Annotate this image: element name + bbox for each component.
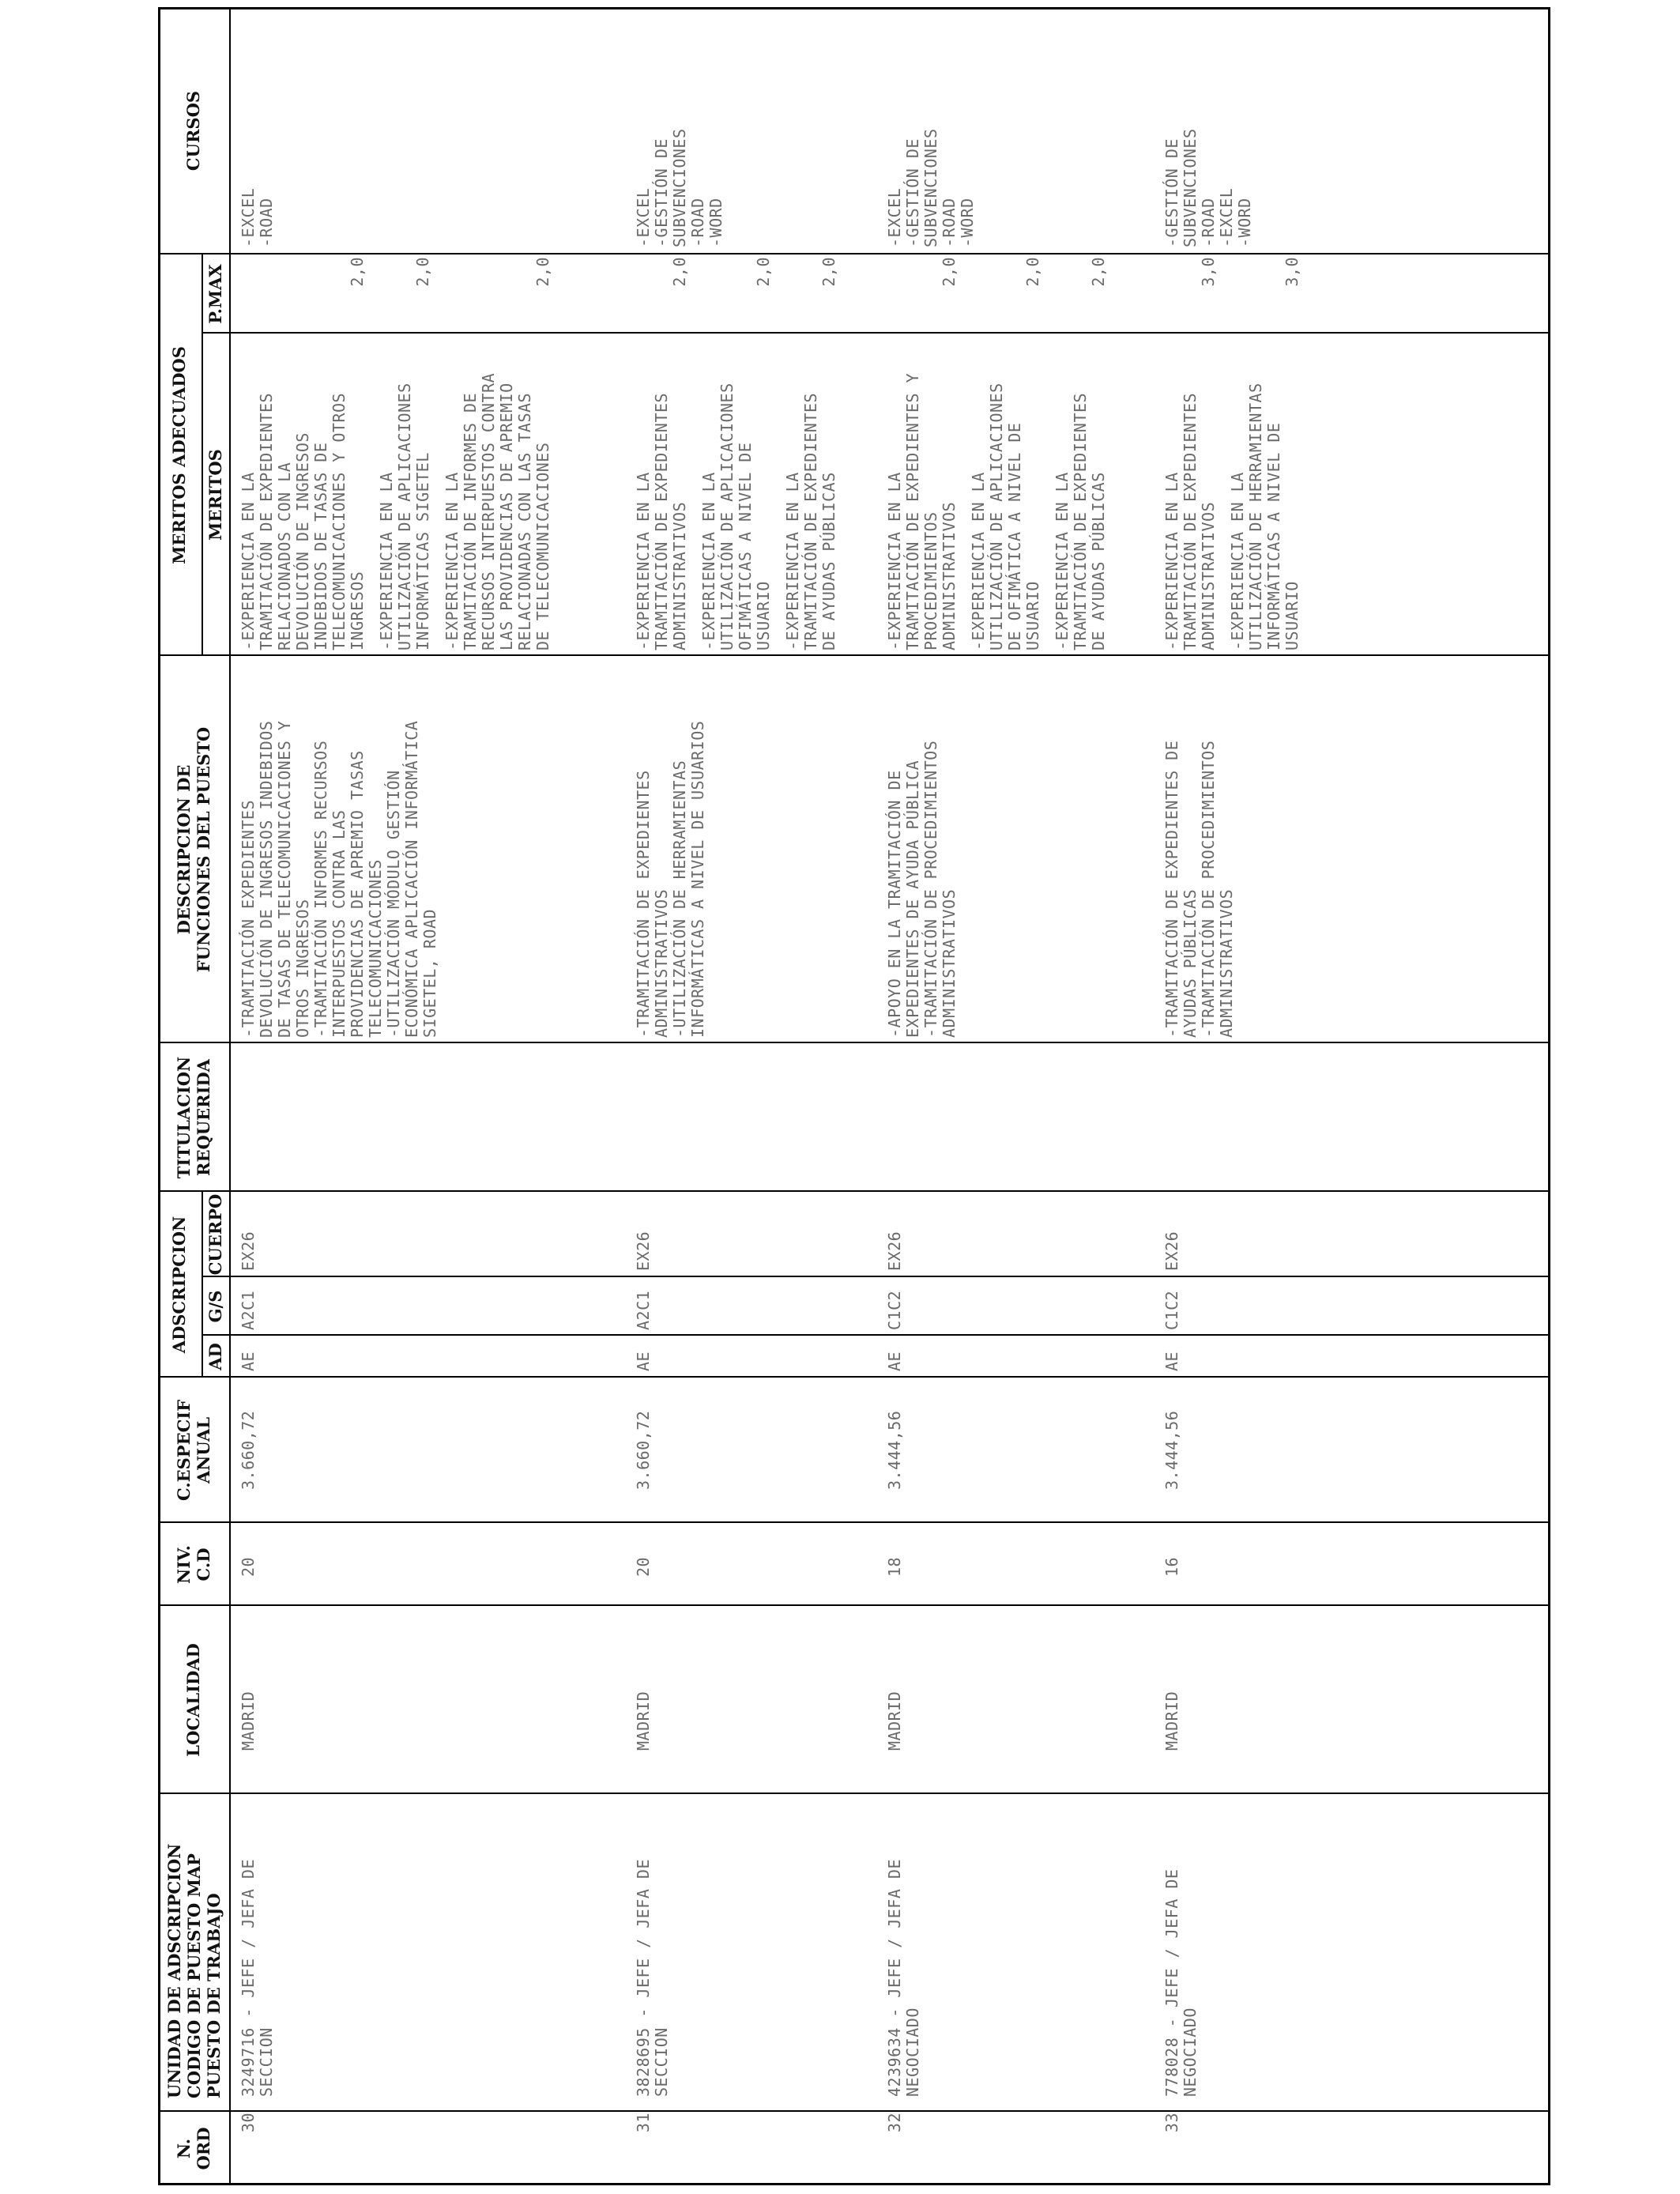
header-adscripcion: ADSCRIPCION bbox=[169, 1216, 189, 1354]
cursos: -EXCEL -GESTIÓN DE SUBVENCIONES -ROAD -WORD bbox=[885, 128, 977, 247]
cursos: -GESTIÓN DE SUBVENCIONES -ROAD -EXCEL -WORD bbox=[1162, 128, 1254, 247]
complemento-especifico: 3.660,72 bbox=[634, 1410, 653, 1490]
col-sep-9 bbox=[158, 253, 1550, 254]
adscripcion-cuerpo: EX26 bbox=[885, 1231, 904, 1271]
merito-text: -EXPERIENCIA EN LA TRAMITACIÓN DE EXPEDIENTES DE AYUDAS PÚBLICAS bbox=[1053, 392, 1108, 650]
puesto-de-trabajo: 3249716 - JEFE / JEFA DE SECCION bbox=[239, 1859, 276, 2097]
col-sep-6 bbox=[158, 1190, 1550, 1192]
col-sep-pmax bbox=[202, 332, 1550, 334]
adscripcion-gs: C1C2 bbox=[1162, 1290, 1181, 1330]
adscripcion-gs: C1C2 bbox=[885, 1290, 904, 1330]
col-sep-3 bbox=[158, 1604, 1550, 1606]
merito-text: -EXPERIENCIA EN LA TRAMITACIÓN DE EXPEDIENTES DE AYUDAS PÚBLICAS bbox=[783, 392, 838, 650]
header-meritos-adecuados: MERITOS ADECUADOS bbox=[169, 346, 189, 564]
descripcion-funciones: -APOYO EN LA TRAMITACIÓN DE EXPEDIENTES DE AYUDA PÚBLICA -TRAMITACIÓN DE PROCEDIMIENTOS ADMINISTRATIVOS bbox=[885, 740, 959, 1038]
row-number: 33 bbox=[1162, 2113, 1181, 2133]
merito-text: -EXPERIENCIA EN LA TRAMITACIÓN DE EXPEDIENTES RELACIONADOS CON LA DEVOLUCIÓN DE INGRESOS INDEBIDOS DE TASAS DE TELECOMUNICACIONES Y OTROS INGRESOS bbox=[239, 392, 367, 650]
merito-pmax: 2,0 bbox=[413, 257, 432, 287]
merito-pmax: 2,0 bbox=[1089, 257, 1108, 287]
merito-pmax: 3,0 bbox=[1199, 257, 1218, 287]
adscripcion-gs: A2C1 bbox=[634, 1290, 653, 1330]
descripcion-funciones: -TRAMITACIÓN DE EXPEDIENTES ADMINISTRATIVOS -UTILIZACIÓN DE HERRAMIENTAS INFORMÁTICAS A NIVEL DE USUARIOS bbox=[634, 720, 707, 1038]
merito-text: -EXPERIENCIA EN LA TRAMITACIÓN DE EXPEDIENTES ADMINISTRATIVOS bbox=[1162, 392, 1218, 650]
row-number: 32 bbox=[885, 2113, 904, 2133]
col-sep-1 bbox=[158, 2110, 1550, 2112]
cursos: -EXCEL -ROAD bbox=[239, 187, 276, 247]
header-nivel: NIV. C.D bbox=[174, 1545, 213, 1584]
col-sep-4 bbox=[158, 1521, 1550, 1523]
col-sep-5 bbox=[158, 1376, 1550, 1378]
adscripcion-cuerpo: EX26 bbox=[634, 1231, 653, 1271]
puesto-de-trabajo: 4239634 - JEFE / JEFA DE NEGOCIADO bbox=[885, 1859, 922, 2097]
col-sep-2 bbox=[158, 1793, 1550, 1794]
adscripcion-cuerpo: EX26 bbox=[1162, 1231, 1181, 1271]
merito-pmax: 2,0 bbox=[670, 257, 689, 287]
adscripcion-ad: AE bbox=[634, 1351, 653, 1371]
header-c-especif: C.ESPECIF ANUAL bbox=[174, 1399, 213, 1502]
col-sep-ad bbox=[202, 1334, 1550, 1336]
complemento-especifico: 3.660,72 bbox=[239, 1410, 258, 1490]
merito-pmax: 2,0 bbox=[348, 257, 367, 287]
merito-pmax: 2,0 bbox=[533, 257, 552, 287]
localidad: MADRID bbox=[239, 1691, 258, 1751]
col-sep-8 bbox=[158, 654, 1550, 656]
nivel-cd: 18 bbox=[885, 1556, 904, 1577]
puesto-de-trabajo: 3828695 - JEFE / JEFA DE SECCION bbox=[634, 1859, 671, 2097]
merito-text: -EXPERIENCIA EN LA TRAMITACIÓN DE EXPEDIENTES Y PROCEDIMIENTOS ADMINISTRATIVOS bbox=[885, 372, 959, 650]
merito-pmax: 3,0 bbox=[1283, 257, 1301, 287]
merito-pmax: 2,0 bbox=[1023, 257, 1042, 287]
cursos: -EXCEL -GESTIÓN DE SUBVENCIONES -ROAD -WORD bbox=[634, 128, 725, 247]
header-localidad: LOCALIDAD bbox=[183, 1643, 203, 1757]
meritos-sub-line bbox=[202, 254, 203, 656]
descripcion-funciones: -TRAMITACIÓN DE EXPEDIENTES DE AYUDAS PÚBLICAS -TRAMITACIÓN DE PROCEDIMIENTOS ADMINISTRATIVOS bbox=[1162, 740, 1236, 1038]
localidad: MADRID bbox=[885, 1691, 904, 1751]
merito-pmax: 2,0 bbox=[754, 257, 773, 287]
merito-text: -EXPERIENCIA EN LA UTILIZACIÓN DE APLICACIONES DE OFIMÁTICA A NIVEL DE USUARIO bbox=[969, 383, 1042, 650]
merito-text: -EXPERIENCIA EN LA UTILIZACIÓN DE APLICACIONES OFIMÁTICAS A NIVEL DE USUARIO bbox=[699, 383, 773, 650]
header-cuerpo: CUERPO bbox=[205, 1193, 225, 1276]
header-ad: AD bbox=[205, 1343, 225, 1370]
col-sep-7 bbox=[158, 1042, 1550, 1043]
header-meritos: MERITOS bbox=[205, 449, 225, 541]
header-bottom-line bbox=[229, 7, 231, 2185]
adscripcion-ad: AE bbox=[1162, 1351, 1181, 1371]
row-number: 30 bbox=[239, 2113, 258, 2133]
adscripcion-gs: A2C1 bbox=[239, 1290, 258, 1330]
merito-text: -EXPERIENCIA EN LA UTILIZACIÓN DE HERRAMIENTAS INFORMÁTICAS A NIVEL DE USUARIO bbox=[1228, 383, 1301, 650]
header-gs: G/S bbox=[205, 1290, 225, 1323]
merito-pmax: 2,0 bbox=[940, 257, 959, 287]
puesto-de-trabajo: 778028 - JEFE / JEFA DE NEGOCIADO bbox=[1162, 1868, 1200, 2097]
header-titulacion: TITULACION REQUERIDA bbox=[174, 1056, 213, 1179]
header-n-ord: N. ORD bbox=[174, 2127, 213, 2170]
nivel-cd: 20 bbox=[239, 1556, 258, 1577]
merito-text: -EXPERIENCIA EN LA TRAMITACIÓN DE INFORMES DE RECURSOS INTERPUESTOS CONTRA LAS PROVIDENCIAS DE APREMIO RELACIONADAS CON LAS TASAS DE TELECOMUNICACIONES bbox=[443, 372, 552, 650]
localidad: MADRID bbox=[634, 1691, 653, 1751]
adscripcion-sub-line bbox=[202, 1192, 203, 1378]
complemento-especifico: 3.444,56 bbox=[885, 1410, 904, 1490]
col-sep-gs bbox=[202, 1276, 1550, 1277]
merito-pmax: 2,0 bbox=[819, 257, 838, 287]
adscripcion-ad: AE bbox=[885, 1351, 904, 1371]
header-cursos: CURSOS bbox=[183, 90, 203, 172]
adscripcion-cuerpo: EX26 bbox=[239, 1231, 258, 1271]
header-p-max: P.MAX bbox=[205, 264, 225, 324]
localidad: MADRID bbox=[1162, 1691, 1181, 1751]
descripcion-funciones: -TRAMITACIÓN EXPEDIENTES DEVOLUCIÓN DE INGRESOS INDEBIDOS DE TASAS DE TELECOMUNICACIONES Y OTROS INGRESOS -TRAMITACIÓN INFORMES RECURSOS INTERPUESTOS CONTRA LAS PROVIDENCIAS DE APREMIO TASAS TELECOMUNICACIONES -UTILIZACIÓN MÓDULO GESTIÓN ECONÓMICA APLICACIÓN INFORMÁTICA SIGETEL, ROAD bbox=[239, 720, 439, 1038]
row-number: 31 bbox=[634, 2113, 653, 2133]
header-descripcion: DESCRIPCION DE FUNCIONES DEL PUESTO bbox=[174, 726, 213, 973]
adscripcion-ad: AE bbox=[239, 1351, 258, 1371]
merito-text: -EXPERIENCIA EN LA TRAMITACIÓN DE EXPEDIENTES ADMINISTRATIVOS bbox=[634, 392, 689, 650]
nivel-cd: 16 bbox=[1162, 1556, 1181, 1577]
header-unidad: UNIDAD DE ADSCRIPCION CODIGO DE PUESTO MAP PUESTO DE TRABAJO bbox=[164, 1843, 224, 2098]
merito-text: -EXPERIENCIA EN LA UTILIZACIÓN DE APLICACIONES INFORMÁTICAS SIGETEL bbox=[377, 383, 432, 650]
complemento-especifico: 3.444,56 bbox=[1162, 1410, 1181, 1490]
nivel-cd: 20 bbox=[634, 1556, 653, 1577]
rotated-table bbox=[158, 7, 1550, 2185]
table-frame bbox=[158, 7, 1550, 2185]
